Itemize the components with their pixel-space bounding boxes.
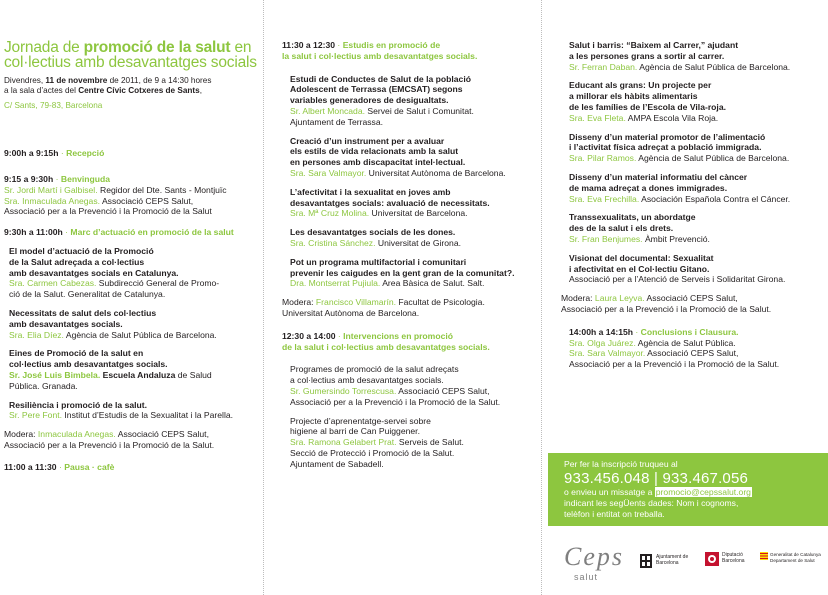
diputacio-logo: Diputació Barcelona [705,550,750,578]
column-1 [0,0,263,595]
study-3: L’afectivitat i la sexualitat en joves amb desavantatges socials: avaluació de necessitats. Sra. Mª Cruz Molina. Universitat de Barcelona. [290,186,490,219]
ceps-logo: Ceps salut [564,542,624,582]
event-title: Jornada de promoció de la salut en col·lectius amb desavantatges socials [4,39,257,71]
registration-instructions: indicant les segÜents dades: Nom i cognoms, [564,498,739,508]
intervention-4: Educant als grans: Un projecte per a millorar els hàbits alimentaris de les famílies de l’Escola de Vila-roja. Sra. Eva Fleta. AMPA Escola Vila Roja. [569,80,726,123]
registration-intro: Per fer la inscripció truqueu al [564,459,678,469]
study-5: Pot un programa multifactorial i comunitari prevenir les caigudes en la gent gran de la comunitat?. Dra. Montserrat Pujiula. Area Bàsica de Salut. Salt. [290,256,515,289]
generalitat-flag-icon [760,552,768,560]
talk-2: Necessitats de salut dels col·lectius amb desavantatges socials. Sra. Elia Díez. Agència de Salut Pública de Barcelona. [9,307,217,340]
ajuntament-shield-icon [640,554,652,568]
intervention-7: Transsexualitats, un abordatge des de la salut i els drets. Sr. Fran Benjumes. Àmbit Prevenció. [569,212,710,244]
session-studies-header: 11:30 a 12:30 · Estudis en promoció de la salut i col·lectius amb desavantatges socials. [282,40,478,61]
intervention-6: Disseny d’un material informatiu del càncer de mama adreçat a dones immigrades. Sra. Eva Frechilla. Asociación Española Contra el Cáncer. [569,171,791,204]
registration-phones[interactable]: 933.456.048 | 933.467.056 [564,470,749,487]
talk-3: Eines de Promoció de la salut en col·lectius amb desavantatges socials. Sr. José Luis Bimbela. Escuela Andaluza de Salud Pública. Granada. [9,348,212,391]
session-closing: 14:00h a 14:15h · Conclusions i Clausura. Sra. Olga Juárez. Agència de Salut Pública. Sra. Sara Valmayor. Associació CEPS Salut, Associació per a la Prevenció i la Promoció de la Salut. [569,326,780,370]
generalitat-logo: Generalitat de Catalunya Departament de Salut [760,552,826,576]
intervention-1: Programes de promoció de la salut adreçats a col·lectius amb desavantatges socials. Sr. Gumersindo Torrescusa. Associació CEPS Salut, Associació per a la Prevenció i la Promoció de la Salut. [290,364,501,407]
study-2: Creació d’un instrument per a avaluar els estils de vida relacionats amb la salut en persones amb discapacitat intel·lectual. Sra. Sara Valmayor. Universitat Autònoma de Barcelona. [290,135,506,178]
registration-email[interactable]: promocio@cepssalut.org [655,487,751,497]
registration-email-line: o envieu un missatge a promocio@cepssalut.org [564,487,751,497]
ajuntament-logo: Ajuntament de Barcelona [640,552,695,576]
intervention-2: Projecte d’aprenentatge-servei sobre higiene al barri de Can Puiggener. Sra. Ramona Gelabert Prat. Serveis de Salut. Secció de Protecció i Promoció de la Salut. Ajuntament de Sabadell. [290,415,464,469]
study-1: Estudi de Conductes de Salut de la població Adolescent de Terrassa (EMCSAT) segons variables generadores de desigualtats. Sr. Albert Moncada. Servei de Salut i Comunitat. Ajuntament de Terrassa. [290,73,474,127]
event-address: C/ Sants, 79-83, Barcelona [4,100,103,110]
column-2 [263,0,541,595]
session-reception: 9:00h a 9:15h · Recepció [4,148,105,159]
intervention-5: Disseny d’un material promotor de l’alimentació i l’activitat física adreçat a població immigrada. Sra. Pilar Ramos. Agència de Salut Pública de Barcelona. [569,131,790,164]
session-pause: 11:00 a 11:30 · Pausa · cafè [4,461,115,472]
session-framework-header: 9:30h a 11:00h · Marc d’actuació en promoció de la salut [4,227,234,238]
study-4: Les desavantatges socials de les dones. Sra. Cristina Sánchez. Universitat de Girona. [290,227,461,248]
intervention-8: Visionat del documental: Sexualitat i afectivitat en el Col·lectiu Gitano. Associació per a l’Atenció de Serveis i Solidaritat Girona. [569,252,786,285]
session-welcome: 9:15 a 9:30h · Benvinguda Sr. Jordi Martí i Galbisel. Regidor del Dte. Sants - Montjuïc Sra. Inmaculada Anegas. Associació CEPS Salut, Associació per a la Prevenció i la Promoció de la Salut [4,174,227,217]
diputacio-emblem-icon [705,552,719,566]
talk-4: Resiliència i promoció de la salut. Sr. Pere Font. Institut d’Estudis de la Sexualitat i la Parella. [9,399,234,421]
registration-box [548,453,828,526]
moderator-3: Modera: Laura Leyva. Associació CEPS Salut, Associació per a la Prevenció i la Promoció de la Salut. [561,293,772,314]
event-intro: Divendres, 11 de novembre de 2011, de 9 a 14:30 hores a la sala d’actes del Centre Cívic Cotxeres de Sants, [4,76,212,96]
moderator-2: Modera: Francisco Villamarín. Facultat de Psicologia. Universitat Autònoma de Barcelona. [282,297,485,318]
session-interventions-header: 12:30 a 14:00 · Intervencions en promoció de la salut i col·lectius amb desavantatges socials. [282,330,490,352]
intervention-3: Salut i barris: “Baixem al Carrer,” ajudant a les persones grans a sortir al carrer. Sr. Ferran Daban. Agència de Salut Pública de Barcelona. [569,40,791,72]
moderator-1: Modera: Inmaculada Anegas. Associació CEPS Salut, Associació per a la Prevenció i la Promoció de la Salut. [4,429,215,450]
talk-1: El model d’actuació de la Promoció de la Salut adreçada a col·lectius amb desavantatges socials en Catalunya. Sra. Carmen Cabezas. Subdirecció General de Promo- ció de la Salut. Generalitat de Catalunya. [9,246,220,300]
sponsor-logos [560,540,828,590]
registration-instructions-2: telèfon i entitat on treballa. [564,509,665,519]
